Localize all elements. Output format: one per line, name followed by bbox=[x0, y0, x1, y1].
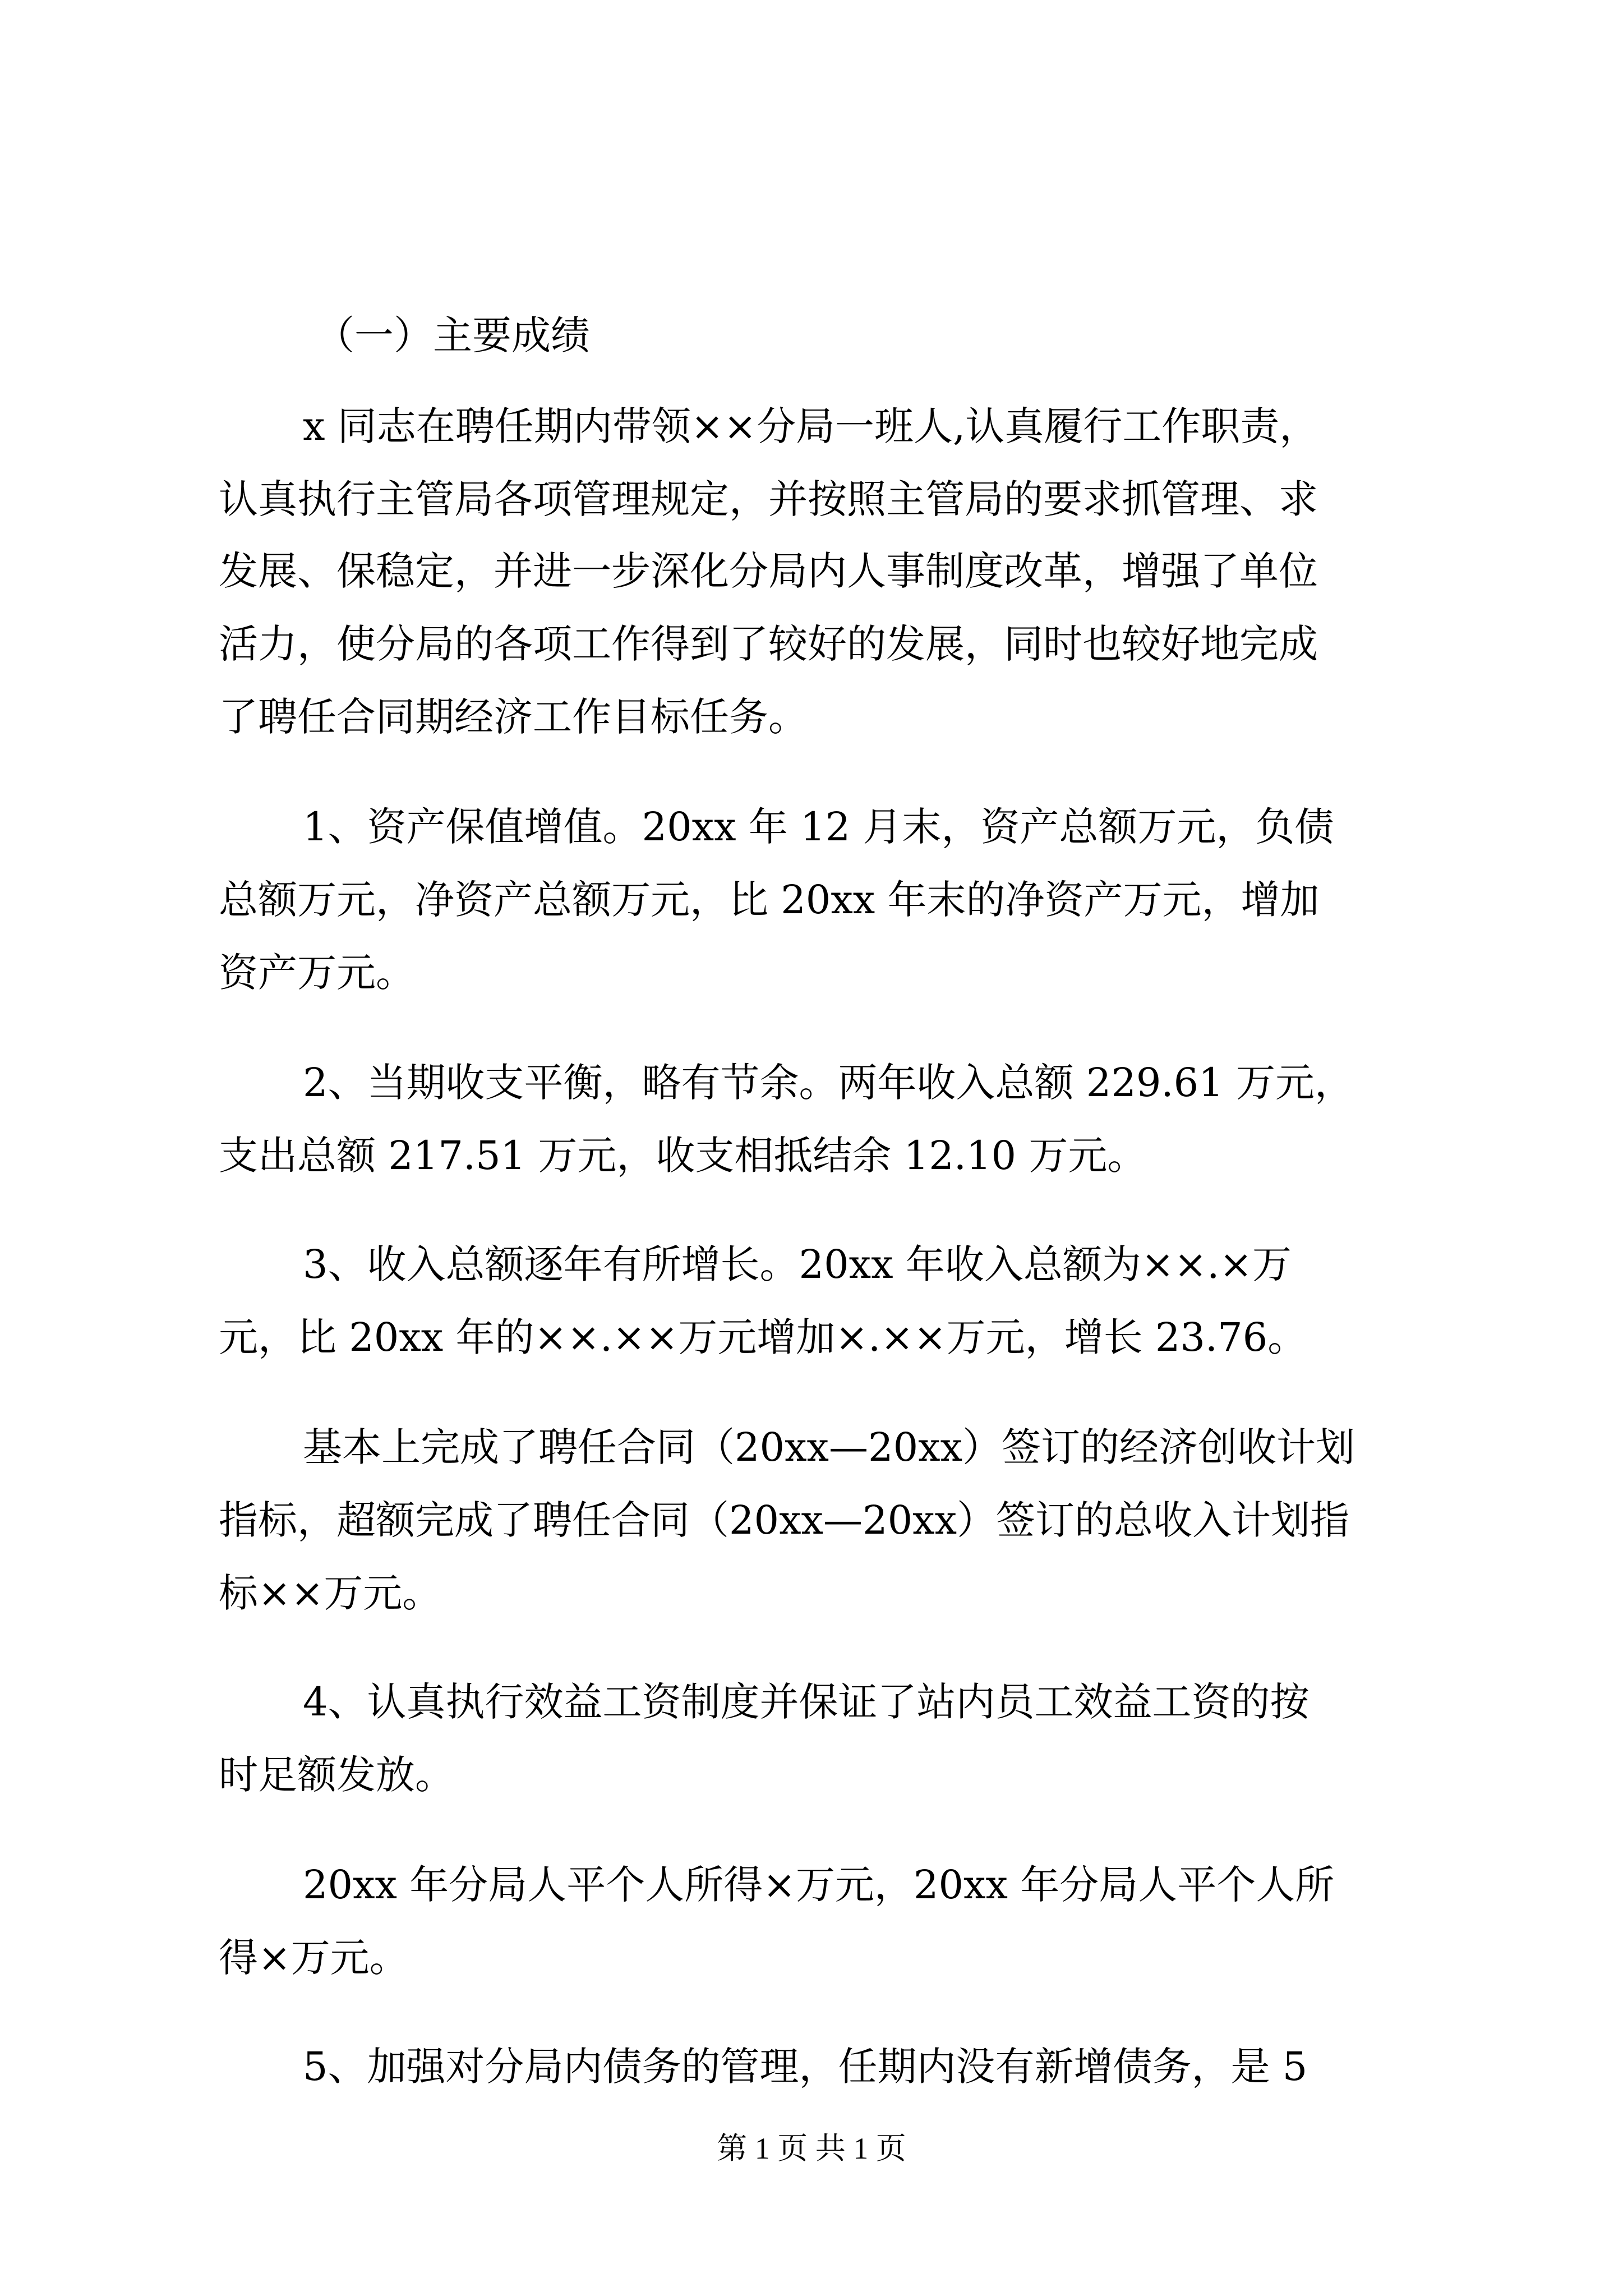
paragraph-line: 指标，超额完成了聘任合同（20xx—20xx）签订的总收入计划指 bbox=[219, 1497, 1350, 1543]
paragraph-line: 支出总额 217.51 万元，收支相抵结余 12.10 万元。 bbox=[219, 1133, 1147, 1179]
paragraph-line: 得×万元。 bbox=[219, 1935, 409, 1981]
paragraph-line: 20xx 年分局人平个人所得×万元，20xx 年分局人平个人所 bbox=[303, 1862, 1335, 1908]
paragraph-line: x 同志在聘任期内带领××分局一班人,认真履行工作职责， bbox=[303, 403, 1319, 449]
page-footer: 第 1 页 共 1 页 bbox=[717, 2132, 906, 2165]
paragraph-line: 3、收入总额逐年有所增长。20xx 年收入总额为××.×万 bbox=[303, 1241, 1292, 1287]
paragraph-line: 总额万元，净资产总额万元，比 20xx 年末的净资产万元，增加 bbox=[219, 877, 1320, 923]
paragraph-line: 认真执行主管局各项管理规定，并按照主管局的要求抓管理、求 bbox=[219, 476, 1318, 522]
paragraph-line: 5、加强对分局内债务的管理，任期内没有新增债务，是 5 bbox=[303, 2044, 1308, 2090]
paragraph-line: 4、认真执行效益工资制度并保证了站内员工效益工资的按 bbox=[303, 1679, 1310, 1725]
paragraph-line: 2、当期收支平衡，略有节余。两年收入总额 229.61 万元， bbox=[303, 1060, 1354, 1106]
section-heading: （一）主要成绩 bbox=[315, 312, 590, 358]
paragraph-line: 发展、保稳定，并进一步深化分局内人事制度改革，增强了单位 bbox=[219, 548, 1318, 594]
paragraph-line: 基本上完成了聘任合同（20xx—20xx）签订的经济创收计划 bbox=[303, 1424, 1355, 1470]
paragraph-line: 活力，使分局的各项工作得到了较好的发展，同时也较好地完成 bbox=[219, 621, 1318, 667]
paragraph-line: 资产万元。 bbox=[219, 950, 415, 996]
paragraph-line: 1、资产保值增值。20xx 年 12 月末，资产总额万元，负债 bbox=[303, 804, 1334, 850]
paragraph-line: 时足额发放。 bbox=[219, 1752, 454, 1798]
paragraph-line: 标××万元。 bbox=[219, 1570, 442, 1616]
paragraph-line: 了聘任合同期经济工作目标任务。 bbox=[219, 694, 808, 740]
paragraph-line: 元，比 20xx 年的××.××万元增加×.××万元，增长 23.76。 bbox=[219, 1314, 1307, 1360]
